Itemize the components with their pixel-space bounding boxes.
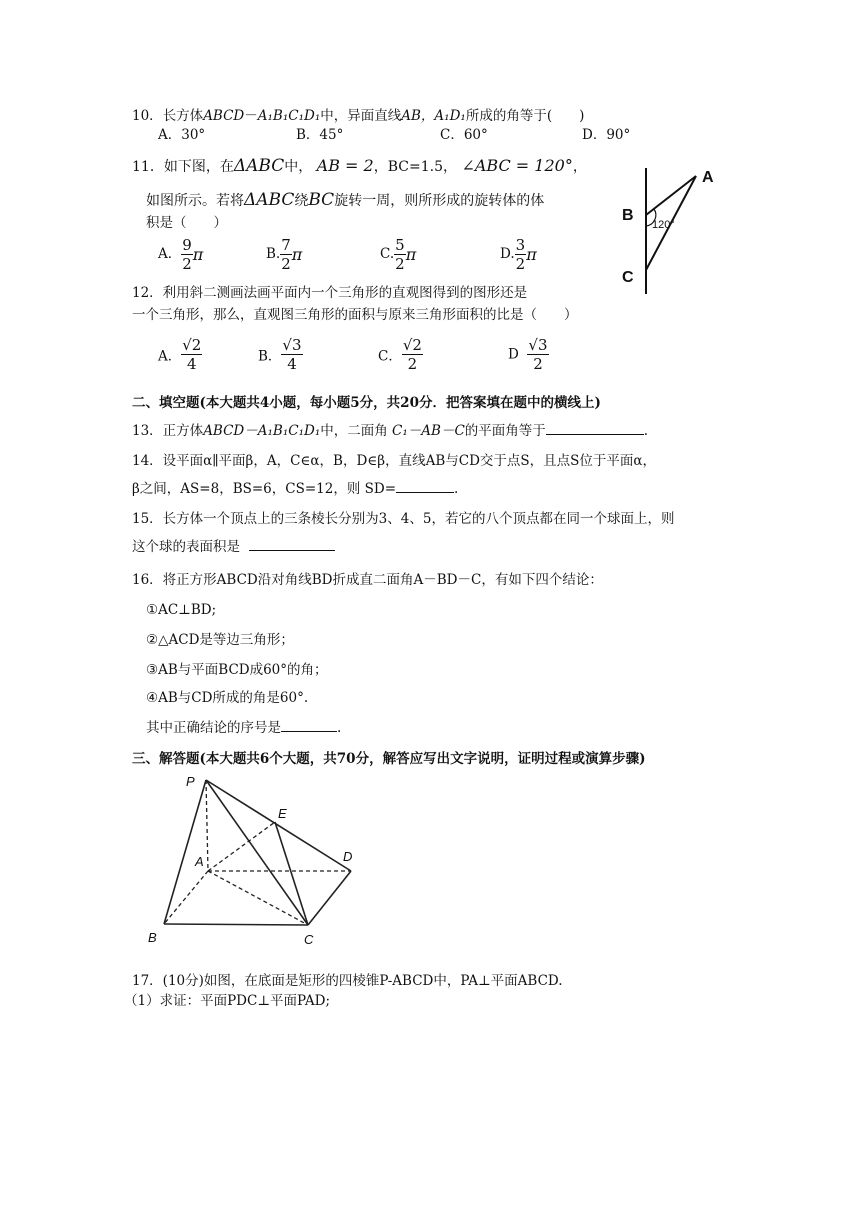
q17-line2: （1）求证：平面PDC⊥平面PAD; xyxy=(124,993,330,1009)
q10-option-b: B．45° xyxy=(296,127,344,143)
q11-line3: 积是（ ） xyxy=(146,215,227,231)
q16-item-4: ④AB与CD所成的角是60°. xyxy=(146,690,309,706)
label-b: B xyxy=(148,930,157,945)
q13-answer-blank[interactable] xyxy=(546,434,644,435)
q15-line2: 这个球的表面积是 xyxy=(132,538,335,556)
q14-line2: β之间，AS=8，BS=6，CS=12，则 SD= . xyxy=(132,481,459,497)
label-angle: 120° xyxy=(652,219,675,231)
q15-line1: 15．长方体一个顶点上的三条棱长分别为3、4、5，若它的八个顶点都在同一个球面上，则 xyxy=(132,511,675,527)
edge-ab xyxy=(164,871,208,924)
label-a: A xyxy=(195,854,204,869)
q12-option-a: A． $\frac{√2}{4}$ xyxy=(158,336,202,373)
label-d: D xyxy=(343,849,353,864)
section-2-heading: 二、填空题(本大题共4小题，每小题5分，共20分．把答案填在题中的横线上) xyxy=(132,395,601,411)
edge-pb xyxy=(164,780,206,924)
label-e: E xyxy=(278,806,287,821)
label-p: P xyxy=(186,774,195,789)
q11-line2: 如图所示。若将ΔABC绕BC旋转一周，则所形成的旋转体的体 xyxy=(146,190,545,210)
q11-triangle-figure xyxy=(610,160,730,300)
q16-ask: 其中正确结论的序号是 . xyxy=(146,720,342,736)
edge-pa xyxy=(206,780,208,871)
pyramid-figure xyxy=(140,770,380,950)
q12-line2: 一个三角形，那么，直观图三角形的面积与原来三角形面积的比是（ ） xyxy=(132,307,578,323)
q14-answer-blank[interactable] xyxy=(396,492,454,493)
q11-option-c: C. $\frac{5}{2}$ π xyxy=(380,236,417,273)
q17-line1: 17．(10分)如图，在底面是矩形的四棱锥P-ABCD中，PA⊥平面ABCD. xyxy=(132,973,563,989)
q12-option-d: D $\frac{√3}{2}$ xyxy=(508,336,548,373)
q10-option-c: C．60° xyxy=(440,127,488,143)
q15-answer-blank[interactable] xyxy=(249,550,335,551)
q11-option-d: D. $\frac{3}{2}$ π xyxy=(500,236,537,273)
label-c: C xyxy=(622,269,634,286)
q12-line1: 12．利用斜二测画法画平面内一个三角形的直观图得到的图形还是 xyxy=(132,285,528,301)
label-b: B xyxy=(622,207,634,224)
q16-item-2: ②△ACD是等边三角形； xyxy=(146,632,294,648)
q12-option-b: B． $\frac{√3}{4}$ xyxy=(258,336,302,373)
label-a: A xyxy=(702,169,714,186)
q16-answer-blank[interactable] xyxy=(281,731,337,732)
q16-item-3: ③AB与平面BCD成60°的角； xyxy=(146,662,328,678)
q14-line1: 14．设平面α∥平面β，A，C∈α，B，D∈β，直线AB与CD交于点S，且点S位于平面α， xyxy=(132,453,657,469)
q16-item-1: ①AC⊥BD; xyxy=(146,602,217,618)
edge-cd xyxy=(308,871,351,925)
section-3-heading: 三、解答题(本大题共6个大题，共70分，解答应写出文字说明，证明过程或演算步骤) xyxy=(132,751,646,767)
q13-line: 13．正方体ABCD－A₁B₁C₁D₁中，二面角 C₁－AB－C的平面角等于 . xyxy=(132,423,649,439)
edge-bc xyxy=(164,924,308,925)
q11-option-a: A． $\frac{9}{2}$ π xyxy=(158,236,204,273)
q11-line1: 11．如下图，在ΔABC中， AB = 2，BC=1.5， ∠ABC = 120°， xyxy=(132,156,587,176)
label-c: C xyxy=(304,932,314,947)
q16-line1: 16．将正方形ABCD沿对角线BD折成直二面角A－BD－C，有如下四个结论： xyxy=(132,572,603,588)
q12-option-c: C． $\frac{√2}{2}$ xyxy=(378,336,422,373)
edge-pc xyxy=(206,780,308,925)
edge-ec xyxy=(275,822,308,925)
q10-option-a: A．30° xyxy=(158,127,206,143)
q11-option-b: B. $\frac{7}{2}$ π xyxy=(266,236,303,273)
q10-option-d: D．90° xyxy=(582,127,631,143)
q10-stem: 10．长方体ABCD－A₁B₁C₁D₁中，异面直线AB，A₁D₁所成的角等于( ) xyxy=(132,108,585,124)
segment-ab xyxy=(646,176,696,215)
